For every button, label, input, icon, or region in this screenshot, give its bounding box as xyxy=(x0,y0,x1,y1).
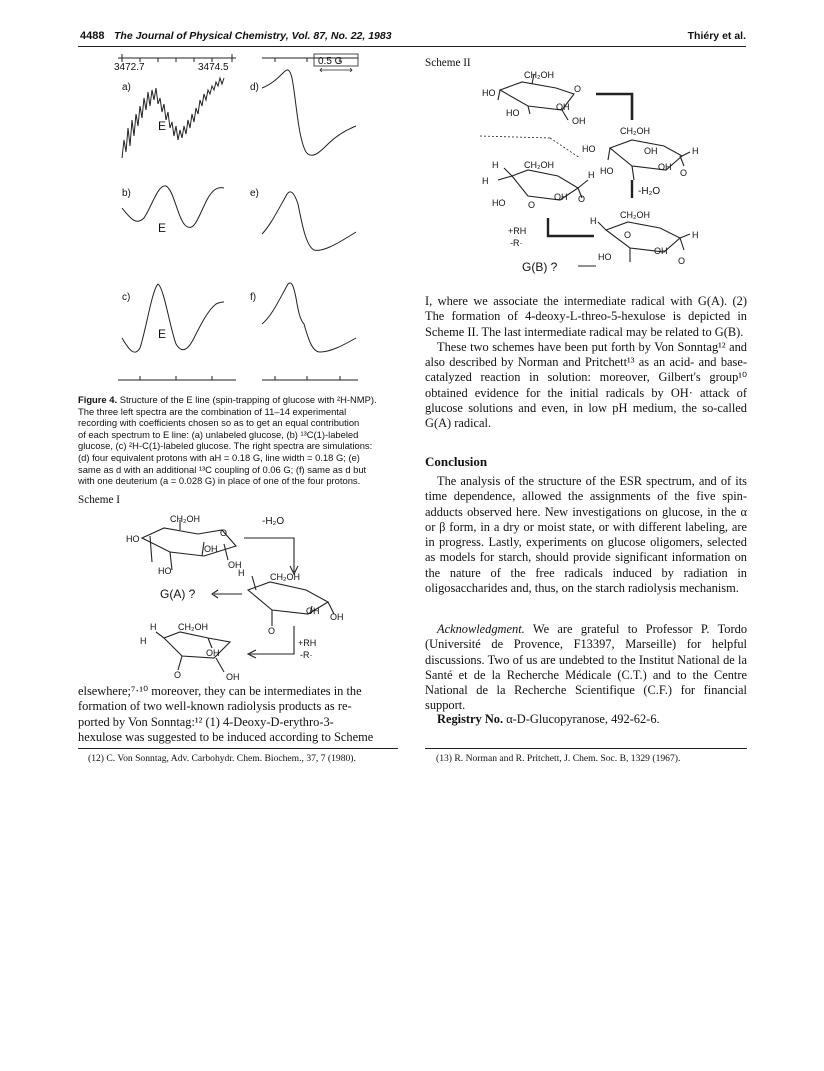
s1-oh-5: OH xyxy=(206,648,220,658)
tick-left-label: 3472.7 xyxy=(114,62,145,73)
left-body-line-3: ported by Von Sonntag:¹² (1) 4-Deoxy-D-erythro-3- xyxy=(78,714,334,729)
s2-h-6: H xyxy=(692,230,699,240)
s1-oh-1: OH xyxy=(204,544,218,554)
s2-ho-4: HO xyxy=(600,166,614,176)
scale-bar-label: 0.5 G xyxy=(318,56,343,67)
s2-o-3: O xyxy=(528,200,536,210)
s2-h-3: H xyxy=(482,176,489,186)
s2-o-5: O xyxy=(624,230,632,240)
caption-line-6: (d) four equivalent protons with aH = 0.18 G, line width = 0.18 G; (e) xyxy=(78,451,360,463)
running-authors: Thiéry et al. xyxy=(687,30,746,42)
line-label-b: E xyxy=(158,221,167,235)
s2-oh-5: OH xyxy=(554,192,568,202)
s2-ch2oh-2: CH₂OH xyxy=(620,126,650,136)
s2-minus-r: -R· xyxy=(510,238,523,248)
s1-oh-6: OH xyxy=(226,672,240,680)
tick-right-label: 3474.5 xyxy=(198,62,229,73)
panel-label-c: c) xyxy=(122,292,131,303)
caption-line-2: The three left spectra are the combination of 11–14 experimental xyxy=(78,405,347,417)
s1-o-1: O xyxy=(220,528,228,538)
s2-oh-1: OH xyxy=(556,102,570,112)
left-body-text xyxy=(78,684,400,745)
scheme-2-diagram xyxy=(470,70,720,280)
panel-label-f: f) xyxy=(250,292,257,303)
right-para-2: These two schemes have been put forth by Von Sonntag¹² and also described by Norman and Pritchett¹³ as an acid- and base-catalyzed reaction in solution: moreover, Gilbert's group¹⁰ obtained evidence for the initial radicals by OH· attack of glucose solutions and even, in low pH medium, the so-called G(A) radical. xyxy=(425,339,747,431)
registry-body: α-D-Glucopyranose, 492-62-6. xyxy=(506,712,660,726)
scheme-1-diagram xyxy=(120,510,360,680)
s2-o-4: O xyxy=(578,194,586,204)
right-para-1: I, where we associate the intermediate radical with G(A). (2) The formation of 4-deoxy-L-threo-5-hexulose is depicted in Scheme II. The last intermediate radical may be related to G(B). xyxy=(425,294,747,339)
panel-label-b: b) xyxy=(122,188,131,199)
s1-oh-3: OH xyxy=(306,606,320,616)
s1-h-1: H xyxy=(238,568,245,578)
ack-label: Acknowledgment. xyxy=(437,622,525,636)
footnote-rule-right xyxy=(425,748,747,749)
scheme-2-title: Scheme II xyxy=(425,57,471,69)
conclusion-heading: Conclusion xyxy=(425,454,488,469)
s2-ho-6: HO xyxy=(598,252,612,262)
s2-ch2oh-4: CH₂OH xyxy=(620,210,650,220)
footnote-rule-left xyxy=(78,748,398,749)
s2-h-5: H xyxy=(590,216,597,226)
s2-o-2: O xyxy=(680,168,688,178)
s2-oh-2: OH xyxy=(572,116,586,126)
caption-line-8: with one deuterium (a = 0.028 G) in place of one of the four protons. xyxy=(78,475,361,487)
s1-minus-r: -R· xyxy=(300,650,313,660)
caption-title: Figure 4. xyxy=(78,394,118,405)
spectrum-f xyxy=(262,283,356,352)
acknowledgment-text xyxy=(425,622,747,714)
s1-plus-rh: +RH xyxy=(298,638,317,648)
s2-ho-1: HO xyxy=(482,88,496,98)
ack-body: We are grateful to Professor P. Tordo (Université de Provence, F13397, Marseille) for helpful discussions. Two of us are undebted to the Institut National de la Santé et de la Recherche Médicale (C.T.) and to the Centre National de la Recherche Scientifique (C.F.) for financial support. xyxy=(425,622,748,713)
s1-h-3: H xyxy=(140,636,147,646)
figure-4-spectra xyxy=(100,48,400,388)
panel-label-a: a) xyxy=(122,82,131,93)
s2-ch2oh-1: CH₂OH xyxy=(524,70,554,80)
s2-oh-4: OH xyxy=(658,162,672,172)
s2-oh-3: OH xyxy=(644,146,658,156)
registry-label: Registry No. xyxy=(437,712,504,726)
s2-oh-6: OH xyxy=(654,246,668,256)
s2-o-1: O xyxy=(574,84,582,94)
s2-h-2: H xyxy=(492,160,499,170)
left-body-line-4: hexulose was suggested to be induced according to Scheme xyxy=(78,729,374,744)
page-number: 4488 xyxy=(80,30,105,42)
right-para-3: The analysis of the structure of the ESR spectrum, and of its time dependence, allowed the assignments of the five spin-adducts observed here. New investigations on glucose, in the α or β form, in a dry or moist state, or with different labeling, are in progress. Lastly, experiments on glucose oligomers, selected as models for starch, should provide significant information on the nature of the free radicals induced by radiation in oligosaccharides and, thus, on the starch radiolysis mechanism. xyxy=(425,474,747,596)
s2-o-6: O xyxy=(678,256,686,266)
s1-o-3: O xyxy=(174,670,182,680)
spectrum-c xyxy=(122,284,224,352)
spectrum-b xyxy=(122,186,224,228)
left-body-line-1: elsewhere;⁷·¹⁰ moreover, they can be intermediates in the xyxy=(78,684,362,698)
header-rule xyxy=(78,46,746,47)
caption-line-5: glucose, (c) ²H-C(1)-labeled glucose. The right spectra are simulations: xyxy=(78,440,373,452)
s2-h-1: H xyxy=(692,146,699,156)
line-label-a: E xyxy=(158,119,167,133)
s2-minus-h2o: -H₂O xyxy=(638,186,661,197)
line-label-c: E xyxy=(158,327,167,341)
footnote-13: (13) R. Norman and R. Pritchett, J. Chem. Soc. B, 1329 (1967). xyxy=(436,753,681,764)
s2-h-4: H xyxy=(588,170,595,180)
s2-plus-rh: +RH xyxy=(508,226,527,236)
caption-line-3: recording with coefficients chosen so as to get an equal contribution xyxy=(78,417,360,429)
s1-ga-label: G(A) ? xyxy=(160,587,196,601)
s1-ch2oh-1: CH₂OH xyxy=(170,514,200,524)
spectrum-a xyxy=(122,78,224,158)
s2-gb-label: G(B) ? xyxy=(522,260,558,274)
spectrum-d xyxy=(262,70,356,155)
figure-4-caption xyxy=(78,394,400,487)
s2-ch2oh-3: CH₂OH xyxy=(524,160,554,170)
s1-ch2oh-2: CH₂OH xyxy=(270,572,300,582)
registry-text xyxy=(425,712,747,727)
s2-ho-2: HO xyxy=(506,108,520,118)
scheme-1-title: Scheme I xyxy=(78,494,120,506)
conclusion-text xyxy=(425,474,747,596)
s1-oh-4: OH xyxy=(330,612,344,622)
s2-ho-3: HO xyxy=(582,144,596,154)
panel-label-e: e) xyxy=(250,188,259,199)
footnote-12: (12) C. Von Sonntag, Adv. Carbohydr. Chem. Biochem., 37, 7 (1980). xyxy=(88,753,356,764)
spectrum-e xyxy=(262,192,356,251)
journal-title: The Journal of Physical Chemistry, Vol. 87, No. 22, 1983 xyxy=(114,30,392,42)
caption-line-7: same as d with an additional ¹³C coupling of 0.06 G; (f) same as d but xyxy=(78,463,367,475)
s1-ch2oh-3: CH₂OH xyxy=(178,622,208,632)
s2-ho-5: HO xyxy=(492,198,506,208)
s1-h-2: H xyxy=(150,622,157,632)
caption-line-4: of each spectrum to E line: (a) unlabeled glucose, (b) ¹³C(1)-labeled xyxy=(78,428,359,440)
s1-oh-2: OH xyxy=(228,560,242,570)
caption-line-1: Structure of the E line (spin-trapping of glucose with ²H-NMP). xyxy=(119,394,377,405)
left-body-line-2: formation of two well-known radiolysis products as re- xyxy=(78,699,352,714)
s1-minus-h2o: -H₂O xyxy=(262,516,285,527)
s1-ho-1: HO xyxy=(126,534,140,544)
panel-label-d: d) xyxy=(250,82,259,93)
s1-o-2: O xyxy=(268,626,276,636)
s1-ho-2: HO xyxy=(158,566,172,576)
right-body-text xyxy=(425,294,747,432)
